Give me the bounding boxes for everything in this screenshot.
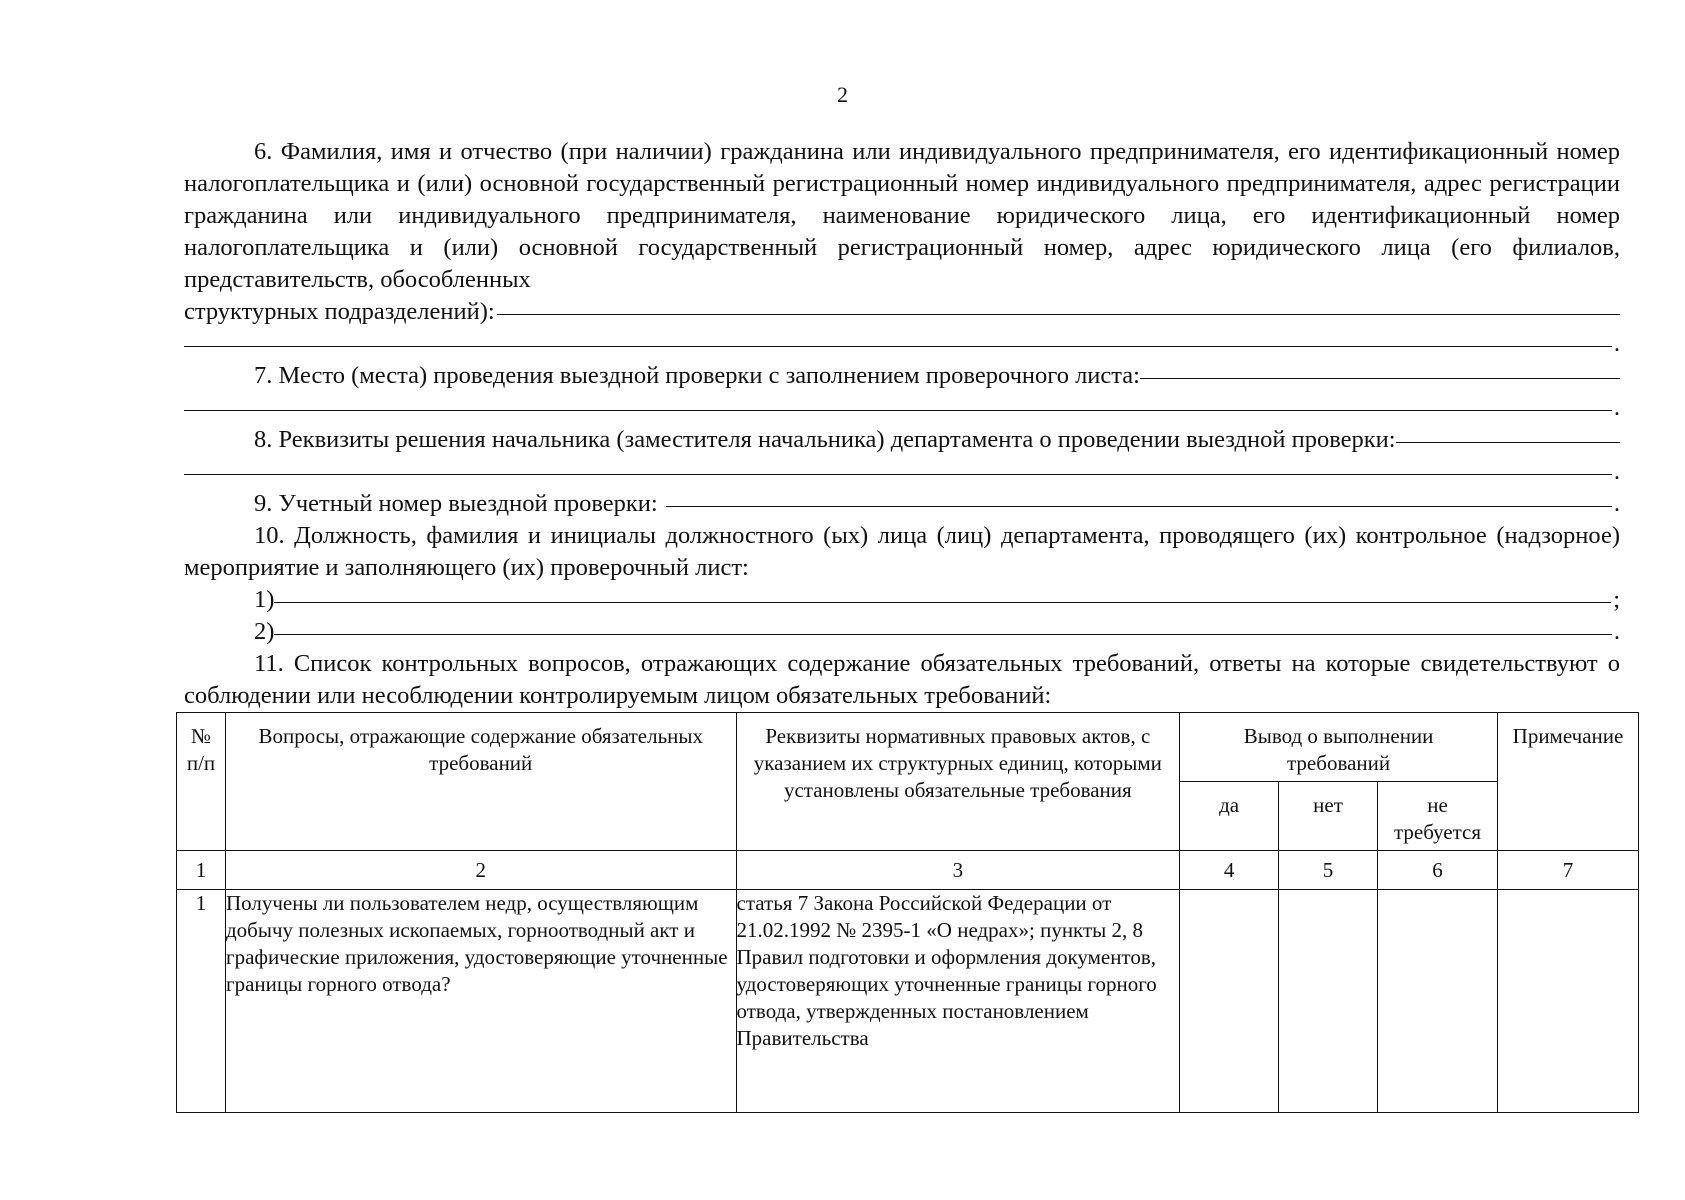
item-10-text: 10. Должность, фамилия и инициалы должностного (ых) лица (лиц) департамента, проводящего (их) контрольное (надзорное) мероприятие и заполняющего (их) проверочный лист: — [184, 522, 1620, 581]
line-end-period: . — [1613, 458, 1620, 485]
blank-line[interactable] — [497, 313, 1620, 315]
blank-line[interactable] — [1396, 441, 1620, 443]
line-end-period: . — [1613, 618, 1620, 645]
header-yes: да — [1180, 782, 1279, 851]
line-end-period: . — [1613, 490, 1620, 517]
column-number: 5 — [1279, 851, 1378, 890]
row-requisites: статья 7 Закона Российской Федерации от 21.02.1992 № 2395-1 «О недрах»; пункты 2, 8 Правил подготовки и оформления документов, удостоверяющих уточненные границы горного отвода, утвержденных постановлением Правительства — [736, 890, 1180, 1113]
line-end-period: . — [1613, 394, 1620, 421]
column-number: 1 — [177, 851, 226, 890]
item-10-line-1-label: 1) — [254, 586, 275, 613]
blank-line[interactable] — [184, 345, 1612, 347]
item-9-row — [184, 488, 1620, 520]
blank-line[interactable] — [274, 601, 1611, 603]
header-requisites: Реквизиты нормативных правовых актов, с указанием их структурных единиц, которыми установлены обязательные требования — [736, 713, 1180, 851]
item-8-fill-line — [184, 456, 1620, 488]
item-11-text: 11. Список контрольных вопросов, отражающих содержание обязательных требований, ответы на которые свидетельствуют о соблюдении или несоблюдении контролируемым лицом обязательных требований: — [184, 650, 1620, 709]
header-num: № п/п — [177, 713, 226, 851]
item-7-fill-line — [184, 392, 1620, 424]
column-number-row — [177, 851, 1639, 890]
header-no: нет — [1279, 782, 1378, 851]
row-question: Получены ли пользователем недр, осуществляющим добычу полезных ископаемых, горноотводный акт и графические приложения, удостоверяющие уточненные границы горного отвода? — [225, 890, 736, 1113]
column-number: 3 — [736, 851, 1180, 890]
header-questions: Вопросы, отражающие содержание обязательных требований — [225, 713, 736, 851]
item-7-row — [184, 360, 1620, 392]
row-note[interactable] — [1497, 890, 1638, 1113]
header-note: Примечание — [1497, 713, 1638, 851]
item-6-tail: структурных подразделений): — [184, 298, 495, 325]
item-6-fill-line — [184, 296, 1620, 328]
document-body — [184, 136, 1620, 712]
line-end-period: . — [1613, 330, 1620, 357]
page-number: 2 — [837, 82, 848, 107]
blank-line[interactable] — [184, 473, 1612, 475]
row-answer-yes[interactable] — [1180, 890, 1279, 1113]
column-number: 2 — [225, 851, 736, 890]
item-6-second-fill-line — [184, 328, 1620, 360]
column-number: 6 — [1378, 851, 1498, 890]
item-10-line-1 — [184, 584, 1620, 616]
line-end-semicolon: ; — [1613, 586, 1620, 613]
item-10-line-2 — [184, 616, 1620, 648]
item-7-text: 7. Место (места) проведения выездной проверки с заполнением проверочного листа: — [254, 362, 1140, 389]
item-10-line-2-label: 2) — [254, 618, 275, 645]
item-8-text: 8. Реквизиты решения начальника (заместителя начальника) департамента о проведении выездной проверки: — [254, 426, 1396, 453]
blank-line[interactable] — [666, 505, 1612, 507]
table-row — [177, 890, 1639, 1113]
column-number: 7 — [1497, 851, 1638, 890]
header-conclusion: Вывод о выполнении требований — [1180, 713, 1498, 782]
column-number: 4 — [1180, 851, 1279, 890]
blank-line[interactable] — [1140, 377, 1620, 379]
checklist-table — [176, 712, 1639, 1113]
item-6-text: 6. Фамилия, имя и отчество (при наличии) гражданина или индивидуального предпринимателя, его идентификационный номер налогоплательщика и (или) основной государственный регистрационный номер индивидуального предпринимателя, адрес регистрации гражданина или индивидуального предпринимателя, наименование юридического лица, его идентификационный номер налогоплательщика и (или) основной государственный регистрационный номер, адрес юридического лица (его филиалов, представительств, обособленных — [184, 138, 1620, 293]
table-header-row — [177, 713, 1639, 782]
row-num: 1 — [177, 890, 226, 1113]
blank-line[interactable] — [184, 409, 1612, 411]
header-not-required: не требуется — [1378, 782, 1498, 851]
item-8-row — [184, 424, 1620, 456]
row-answer-not-required[interactable] — [1378, 890, 1498, 1113]
row-answer-no[interactable] — [1279, 890, 1378, 1113]
item-9-text: 9. Учетный номер выездной проверки: — [254, 490, 658, 517]
blank-line[interactable] — [274, 633, 1611, 635]
